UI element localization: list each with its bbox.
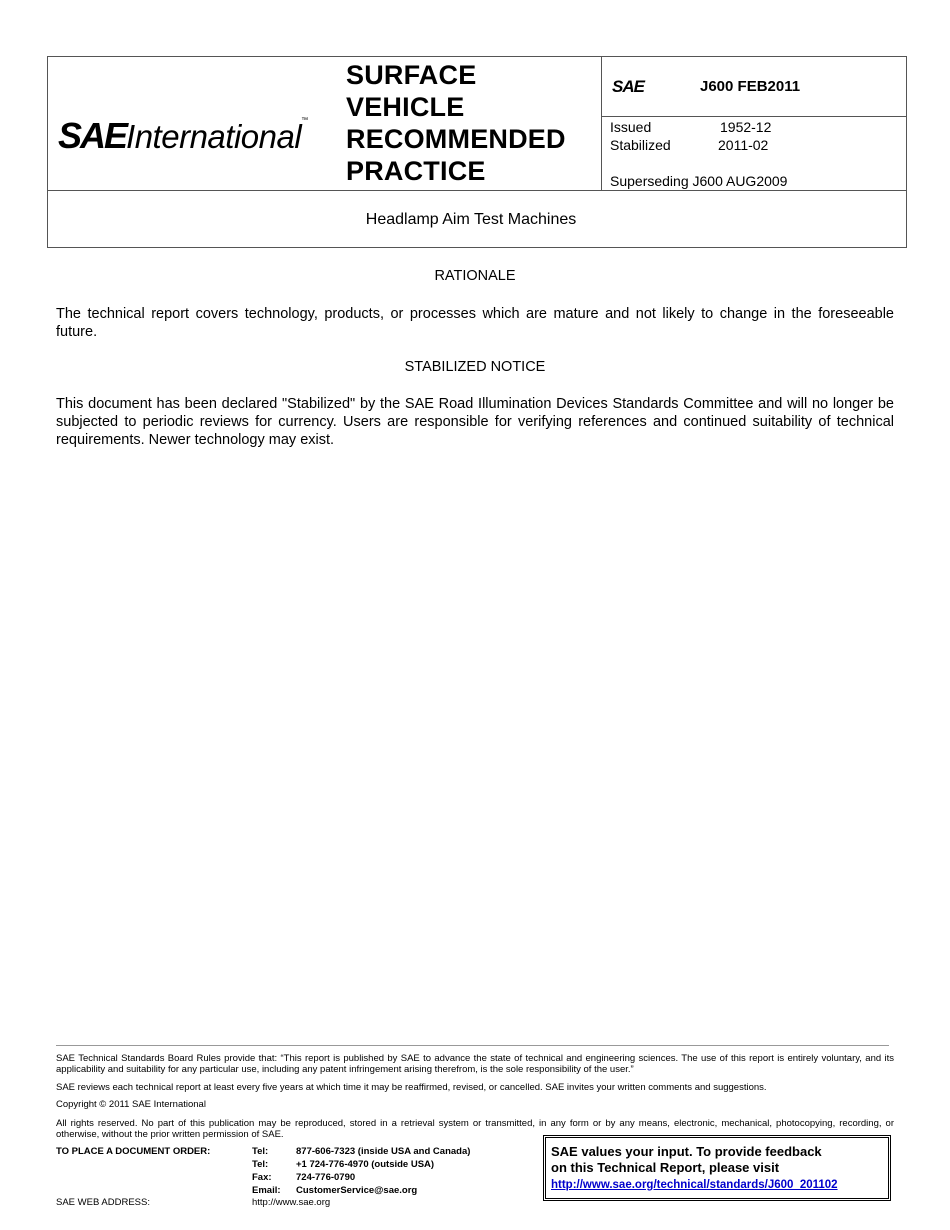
- contact-row: [252, 1159, 434, 1170]
- title-line: RECOMMENDED: [346, 124, 566, 154]
- document-type-title: [346, 59, 601, 187]
- logo-trademark: ™: [301, 117, 309, 124]
- contact-key: Fax:: [252, 1172, 272, 1183]
- feedback-content: [551, 1144, 838, 1193]
- meta-top: [602, 57, 907, 117]
- issued-label: Issued: [610, 119, 652, 135]
- stabilized-value: 2011-02: [718, 137, 769, 153]
- web-address-row: [56, 1197, 456, 1208]
- issued-row: [610, 119, 771, 135]
- contact-row: [252, 1146, 470, 1157]
- contact-row: [252, 1172, 355, 1183]
- issued-value: 1952-12: [720, 119, 772, 135]
- copyright: Copyright © 2011 SAE International: [56, 1099, 206, 1110]
- contact-email: CustomerService@sae.org: [296, 1185, 418, 1196]
- order-label: TO PLACE A DOCUMENT ORDER:: [56, 1146, 211, 1157]
- stabilized-notice-text: This document has been declared "Stabilized" by the SAE Road Illumination Devices Standards Committee and will no longer be subjected to periodic reviews for currency. Users are responsible for verifying references and continued suitability of technical requirements. Newer technology may exist.: [56, 396, 894, 448]
- contact-value: +1 724-776-4970 (outside USA): [296, 1159, 435, 1170]
- rights-notice: All rights reserved. No part of this publication may be reproduced, stored in a retrieval system or transmitted, in any form or by any means, electronic, mechanical, photocopying, recording, or otherwise, without the prior written permission of SAE.: [56, 1118, 894, 1140]
- logo-international: International: [126, 118, 302, 155]
- standards-board-rules: SAE Technical Standards Board Rules provide that: “This report is published by SAE to advance the state of technical and engineering sciences. The use of this report is entirely voluntary, and its applicability and suitability for any particular use, including any patent infringement arising therefrom, is the sole responsibility of the user.”: [56, 1053, 894, 1075]
- footer-divider: [56, 1045, 889, 1046]
- review-notice: SAE reviews each technical report at least every five years at which time it may be reaffirmed, revised, or cancelled. SAE invites your written comments and suggestions.: [56, 1082, 767, 1093]
- feedback-link[interactable]: http://www.sae.org/technical/standards/J600_201102: [551, 1179, 838, 1191]
- stabilized-notice-heading: STABILIZED NOTICE: [404, 359, 546, 375]
- mini-sae-logo: SAE: [612, 77, 644, 96]
- header-top: [48, 57, 906, 191]
- stabilized-label: Stabilized: [610, 137, 671, 153]
- doc-title-row: [48, 190, 906, 247]
- contact-key: Tel:: [252, 1146, 269, 1157]
- logo-cell: [48, 57, 343, 190]
- web-address-label: SAE WEB ADDRESS:: [56, 1197, 150, 1208]
- contact-key: Tel:: [252, 1159, 269, 1170]
- feedback-line: on this Technical Report, please visit: [551, 1160, 780, 1175]
- contact-value: 877-606-7323 (inside USA and Canada): [296, 1146, 471, 1157]
- contact-key: Email:: [252, 1185, 281, 1196]
- sae-international-logo: [58, 115, 308, 157]
- document-title: Headlamp Aim Test Machines: [365, 211, 577, 228]
- superseding-row: Superseding J600 AUG2009: [610, 173, 788, 189]
- contact-value: 724-776-0790: [296, 1172, 356, 1183]
- web-address-value: http://www.sae.org: [252, 1197, 331, 1208]
- logo-sae: SAE: [58, 115, 127, 156]
- header-box: [47, 56, 907, 248]
- rationale-text: The technical report covers technology, products, or processes which are mature and not likely to change in the foreseeable future.: [56, 306, 894, 340]
- document-number: J600 FEB2011: [700, 78, 801, 95]
- title-line: PRACTICE: [346, 156, 486, 186]
- feedback-box: [543, 1135, 891, 1201]
- meta-cell: [601, 57, 907, 190]
- stabilized-row: [610, 137, 768, 153]
- title-line: SURFACE: [346, 60, 477, 90]
- feedback-line: SAE values your input. To provide feedback: [551, 1144, 822, 1159]
- title-line: VEHICLE: [346, 92, 465, 122]
- contact-row: [252, 1185, 417, 1196]
- rationale-heading: RATIONALE: [434, 268, 516, 284]
